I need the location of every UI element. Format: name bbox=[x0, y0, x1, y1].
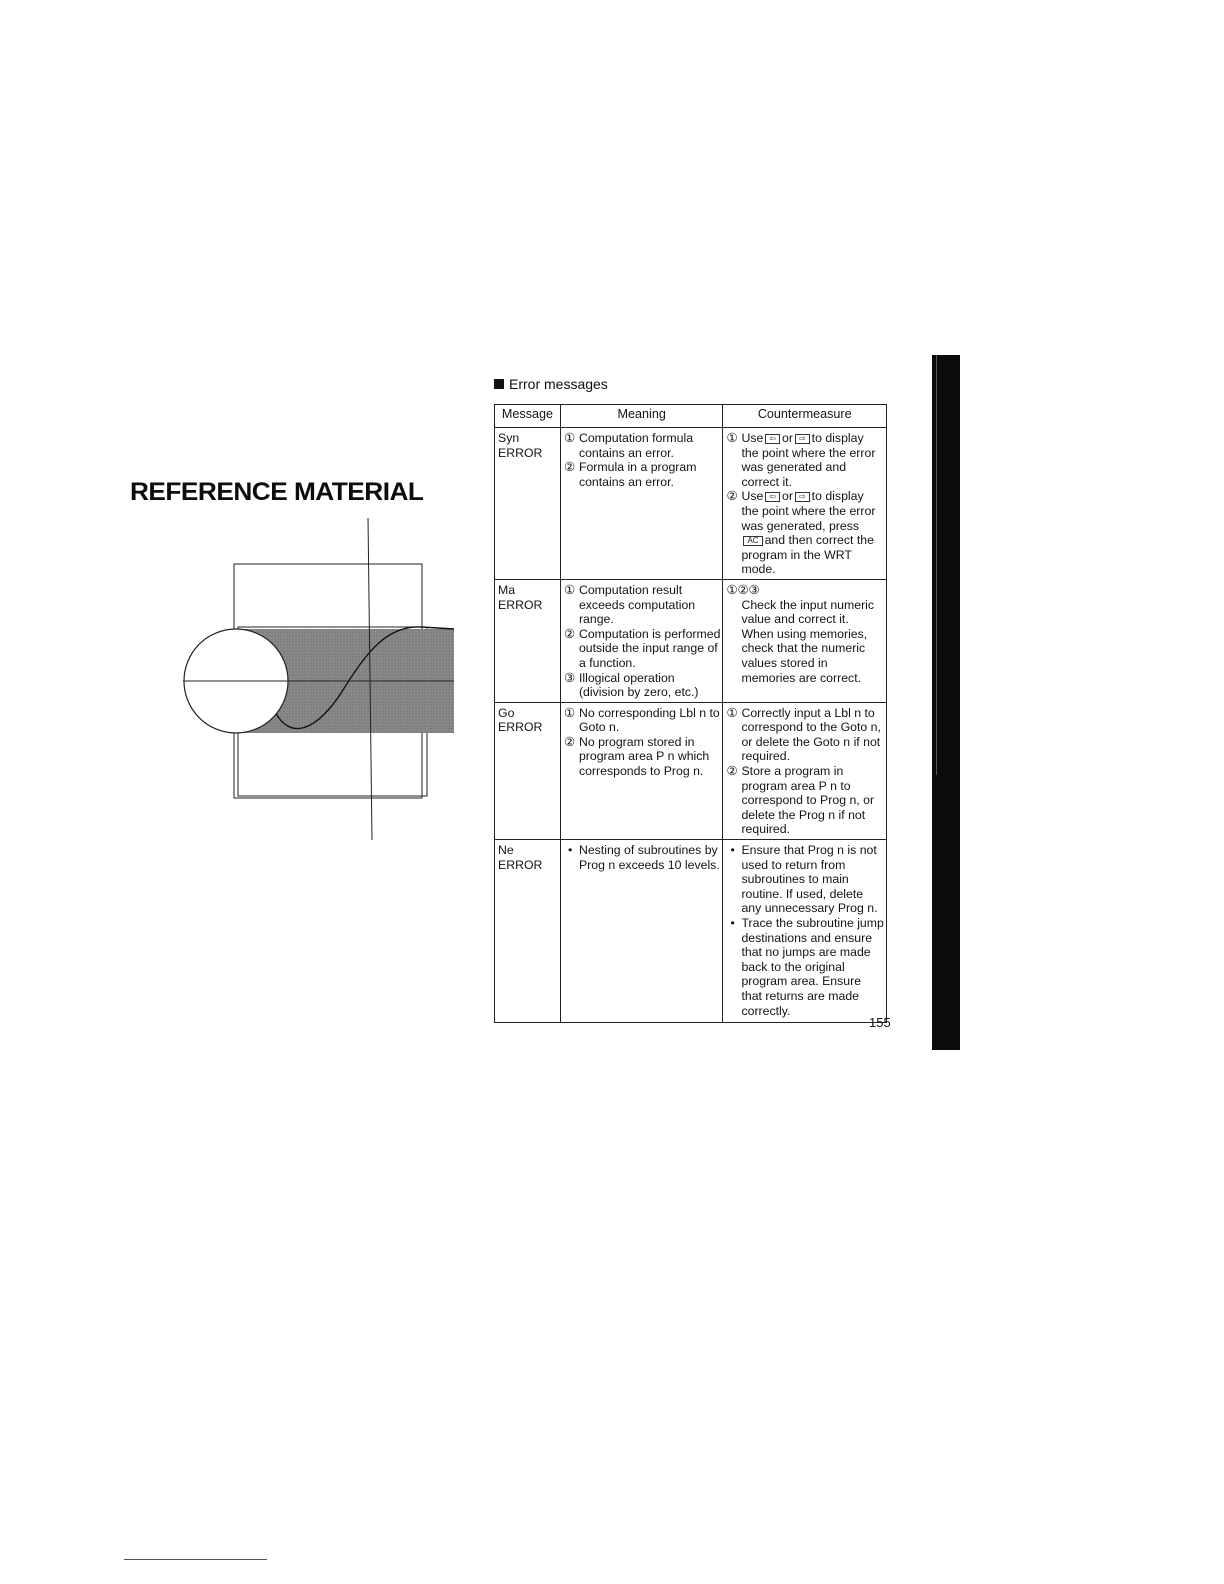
countermeasure-cell bbox=[723, 840, 887, 1023]
section-heading-text: Error messages bbox=[509, 376, 608, 392]
table-header-row bbox=[495, 405, 887, 428]
list-item: ② Formula in a program contains an error. bbox=[563, 460, 697, 489]
table-row bbox=[495, 428, 887, 580]
meaning-cell bbox=[560, 840, 723, 1023]
list-item: ① Computation result exceeds computation range. bbox=[563, 582, 696, 627]
list-item: ① No corresponding Lbl n to Goto n. bbox=[563, 705, 720, 735]
page-edge-line bbox=[936, 355, 937, 775]
column-header-message: Message bbox=[495, 405, 561, 428]
error-messages-table bbox=[494, 404, 887, 1023]
left-arrow-key-icon: ⇦ bbox=[765, 434, 780, 444]
list-item: ① Use ⇦ or ⇨ to display the point where the error was generated and correct it. bbox=[726, 431, 876, 489]
list-item: ① Correctly input a Lbl n to correspond to the Goto n, or delete the Goto n if not required. bbox=[726, 705, 881, 764]
table-row bbox=[495, 702, 887, 839]
list-item: ② Use ⇦ or ⇨ to display the point where the error was generated, press AC and then correct the program in the WRT mode. bbox=[726, 489, 876, 577]
countermeasure-cell bbox=[723, 428, 887, 580]
message-cell: Syn ERROR bbox=[495, 428, 561, 580]
meaning-cell bbox=[560, 579, 723, 702]
table-row bbox=[495, 840, 887, 1023]
footnote-rule bbox=[124, 1559, 267, 1560]
right-arrow-key-icon: ⇨ bbox=[795, 434, 810, 444]
list-item: ② No program stored in program area P n which corresponds to Prog n. bbox=[563, 734, 710, 779]
list-item: ③ Illogical operation (division by zero, etc.) bbox=[563, 670, 699, 700]
message-cell: Go ERROR bbox=[495, 702, 561, 839]
countermeasure-cell: ①②③ Check the input numeric value and correct it. When using memories, check that the numeric values stored in memories are correct. bbox=[723, 579, 887, 702]
list-item: • Ensure that Prog n is not used to return from subroutines to main routine. If used, delete any unnecessary Prog n. bbox=[730, 843, 878, 916]
column-header-countermeasure: Countermeasure bbox=[723, 405, 887, 428]
message-cell: Ne ERROR bbox=[495, 840, 561, 1023]
list-item: • Nesting of subroutines by Prog n exceeds 10 levels. bbox=[567, 843, 720, 872]
countermeasure-cell bbox=[723, 702, 887, 839]
meaning-cell bbox=[560, 702, 723, 839]
list-item: ② Computation is performed outside the input range of a function. bbox=[563, 626, 721, 670]
column-header-meaning: Meaning bbox=[560, 405, 723, 428]
left-arrow-key-icon: ⇦ bbox=[765, 492, 780, 502]
meaning-cell bbox=[560, 428, 723, 580]
list-item: ① Computation formula contains an error. bbox=[563, 431, 694, 460]
table-row bbox=[495, 579, 887, 702]
list-item: • Trace the subroutine jump destinations and ensure that no jumps are made back to the original program area. Ensure that returns are made correctly. bbox=[730, 916, 884, 1018]
section-title: REFERENCE MATERIAL bbox=[130, 478, 424, 506]
sine-wave-illustration bbox=[178, 515, 463, 845]
square-bullet-icon bbox=[494, 379, 504, 389]
page-number: 155 bbox=[869, 1015, 891, 1030]
message-cell: Ma ERROR bbox=[495, 579, 561, 702]
list-item: ② Store a program in program area P n to correspond to Prog n, or delete the Prog n if not required. bbox=[726, 764, 875, 837]
section-heading bbox=[494, 376, 608, 392]
right-arrow-key-icon: ⇨ bbox=[795, 492, 810, 502]
ac-key-icon: AC bbox=[743, 536, 762, 546]
